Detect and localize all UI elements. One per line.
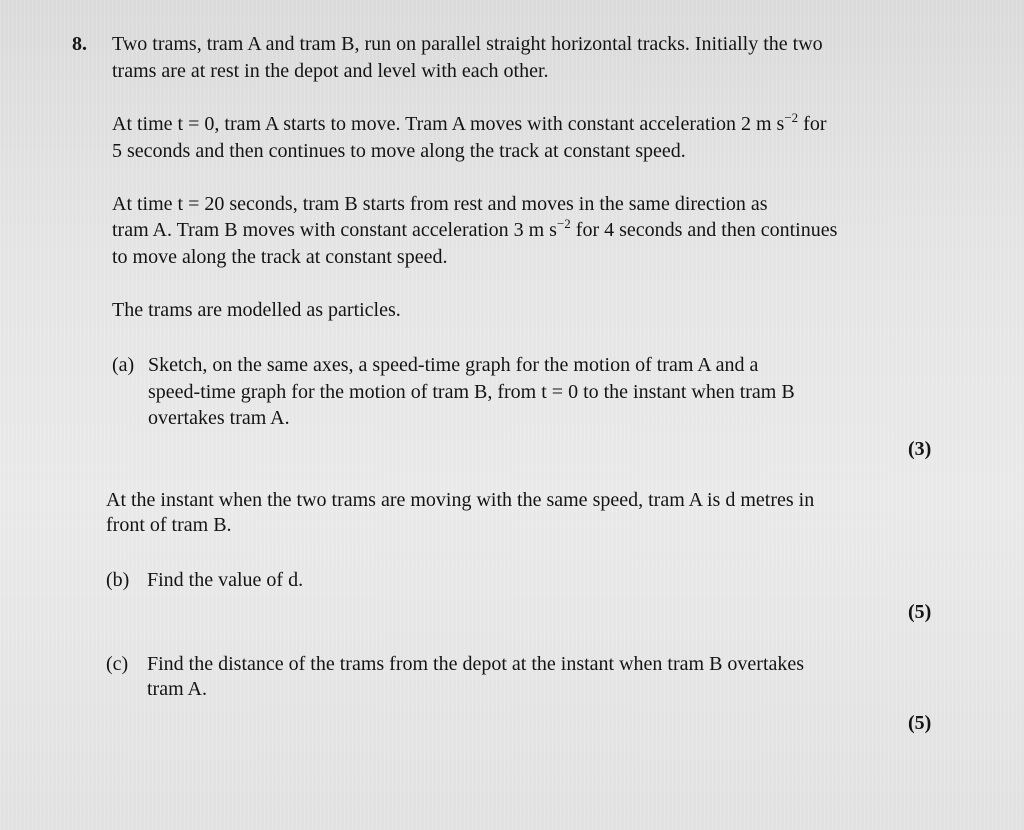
- question-number: 8.: [72, 33, 87, 55]
- intro-line-2: trams are at rest in the depot and level with each other.: [112, 60, 549, 82]
- part-a-line-1: Sketch, on the same axes, a speed-time graph for the motion of tram A and a: [148, 354, 759, 376]
- part-c-marks: (5): [908, 712, 932, 734]
- info-line-2: front of tram B.: [106, 514, 232, 536]
- part-b-label: (b): [106, 569, 130, 591]
- para-a-line-2: 5 seconds and then continues to move along the track at constant speed.: [112, 140, 686, 162]
- unit-exponent: −2: [556, 216, 571, 231]
- para-b-line-1: At time t = 20 seconds, tram B starts from rest and moves in the same direction as: [112, 193, 768, 215]
- para-b-line-2-end: for 4 seconds and then continues: [570, 219, 838, 241]
- part-c-line-1: Find the distance of the trams from the depot at the instant when tram B overtakes: [147, 653, 805, 675]
- para-a-line-1: [112, 112, 827, 136]
- part-c-label: (c): [106, 653, 129, 675]
- para-b-line-2: [112, 218, 837, 242]
- part-a-line-3: overtakes tram A.: [148, 407, 290, 429]
- model-note: The trams are modelled as particles.: [112, 299, 401, 321]
- para-b-line-2-main: tram A. Tram B moves with constant acceleration 3 m s: [112, 219, 557, 241]
- part-b-text: Find the value of d.: [147, 569, 304, 591]
- para-b-line-3: to move along the track at constant speed.: [112, 246, 448, 268]
- para-a-line-1-end: for: [798, 113, 827, 135]
- part-b-marks: (5): [908, 601, 932, 623]
- part-a-line-2: speed-time graph for the motion of tram B, from t = 0 to the instant when tram B: [148, 381, 795, 403]
- unit-exponent: −2: [784, 110, 799, 125]
- part-a-marks: (3): [908, 438, 932, 460]
- part-a-label: (a): [112, 354, 135, 376]
- intro-line-1: Two trams, tram A and tram B, run on parallel straight horizontal tracks. Initially the two: [112, 33, 823, 55]
- part-c-line-2: tram A.: [147, 678, 207, 700]
- para-a-line-1-main: At time t = 0, tram A starts to move. Tram A moves with constant acceleration 2 m s: [112, 113, 785, 135]
- info-line-1: At the instant when the two trams are moving with the same speed, tram A is d metres in: [106, 489, 815, 511]
